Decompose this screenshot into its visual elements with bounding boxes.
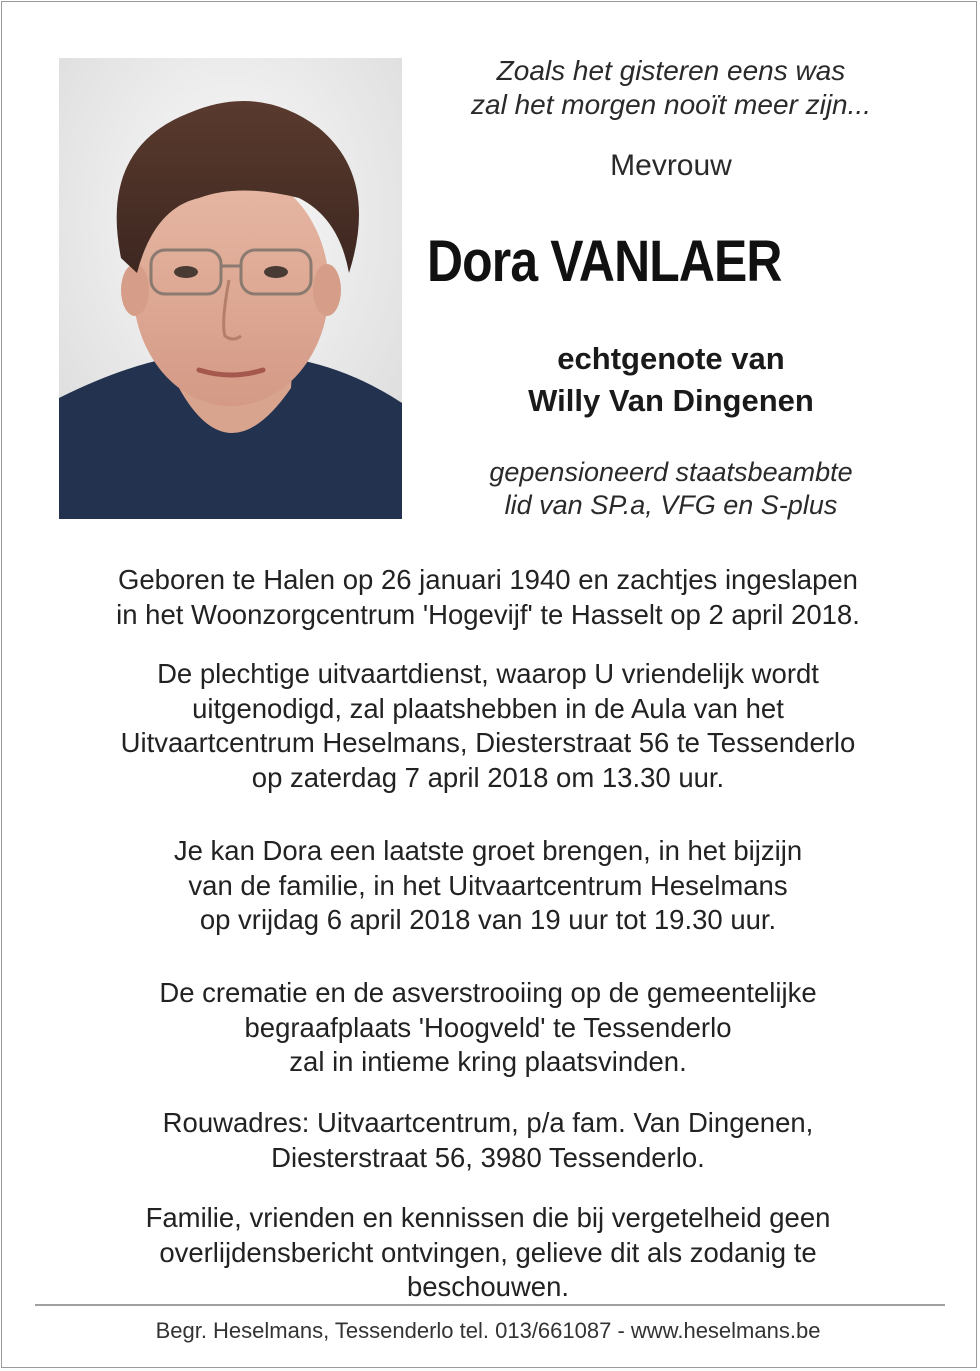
footer-divider	[35, 1304, 945, 1306]
text-line: Familie, vrienden en kennissen die bij vergetelheid geen	[145, 1202, 831, 1233]
text-line: De plechtige uitvaartdienst, waarop U vriendelijk wordt	[157, 658, 819, 689]
spouse-label: echtgenote van	[557, 341, 785, 376]
spouse-block	[405, 338, 937, 422]
funeral-home-footer: Begr. Heselmans, Tessenderlo tel. 013/661087 - www.heselmans.be	[155, 1318, 821, 1343]
text-line: Je kan Dora een laatste groet brengen, in het bijzijn	[173, 835, 803, 866]
text-line: op zaterdag 7 april 2018 om 13.30 uur.	[251, 761, 725, 793]
text-line: Diesterstraat 56, 3980 Tessenderlo.	[271, 1141, 705, 1173]
visitation-paragraph	[40, 834, 936, 938]
text-line: begraafplaats 'Hoogveld' te Tessenderlo	[244, 1011, 732, 1043]
cremation-paragraph	[40, 976, 936, 1080]
text-line: in het Woonzorgcentrum 'Hogevijf' te Hasselt op 2 april 2018.	[116, 598, 860, 630]
text-line: beschouwen.	[406, 1271, 570, 1302]
service-paragraph	[40, 657, 936, 795]
text-line: van de familie, in het Uitvaartcentrum Heselmans	[188, 869, 788, 901]
portrait-photo	[59, 58, 402, 519]
spouse-name: Willy Van Dingenen	[528, 383, 814, 418]
info-line: lid van SP.a, VFG en S-plus	[504, 490, 838, 520]
salutation: Mevrouw	[610, 149, 732, 182]
text-line: zal in intieme kring plaatsvinden.	[289, 1046, 687, 1077]
deceased-name: Dora VANLAER	[427, 229, 782, 294]
notice-paragraph	[40, 1201, 936, 1305]
mourning-address-paragraph	[40, 1106, 936, 1175]
memorial-quote	[405, 54, 937, 122]
quote-line: zal het morgen nooït meer zijn...	[471, 89, 871, 120]
text-line: Geboren te Halen op 26 januari 1940 en zachtjes ingeslapen	[118, 564, 858, 595]
text-line: uitgenodigd, zal plaatshebben in de Aula van het	[192, 692, 784, 724]
occupation-info	[405, 456, 937, 522]
birth-death-paragraph	[40, 563, 936, 632]
text-line: op vrijdag 6 april 2018 van 19 uur tot 19.30 uur.	[199, 904, 777, 935]
text-line: overlijdensbericht ontvingen, gelieve dit als zodanig te	[159, 1236, 817, 1268]
info-line: gepensioneerd staatsbeambte	[489, 457, 853, 487]
text-line: De crematie en de asverstrooiing op de gemeentelijke	[159, 977, 817, 1008]
quote-line: Zoals het gisteren eens was	[496, 55, 846, 86]
text-line: Rouwadres: Uitvaartcentrum, p/a fam. Van Dingenen,	[162, 1107, 814, 1138]
text-line: Uitvaartcentrum Heselmans, Diesterstraat 56 te Tessenderlo	[120, 727, 856, 758]
